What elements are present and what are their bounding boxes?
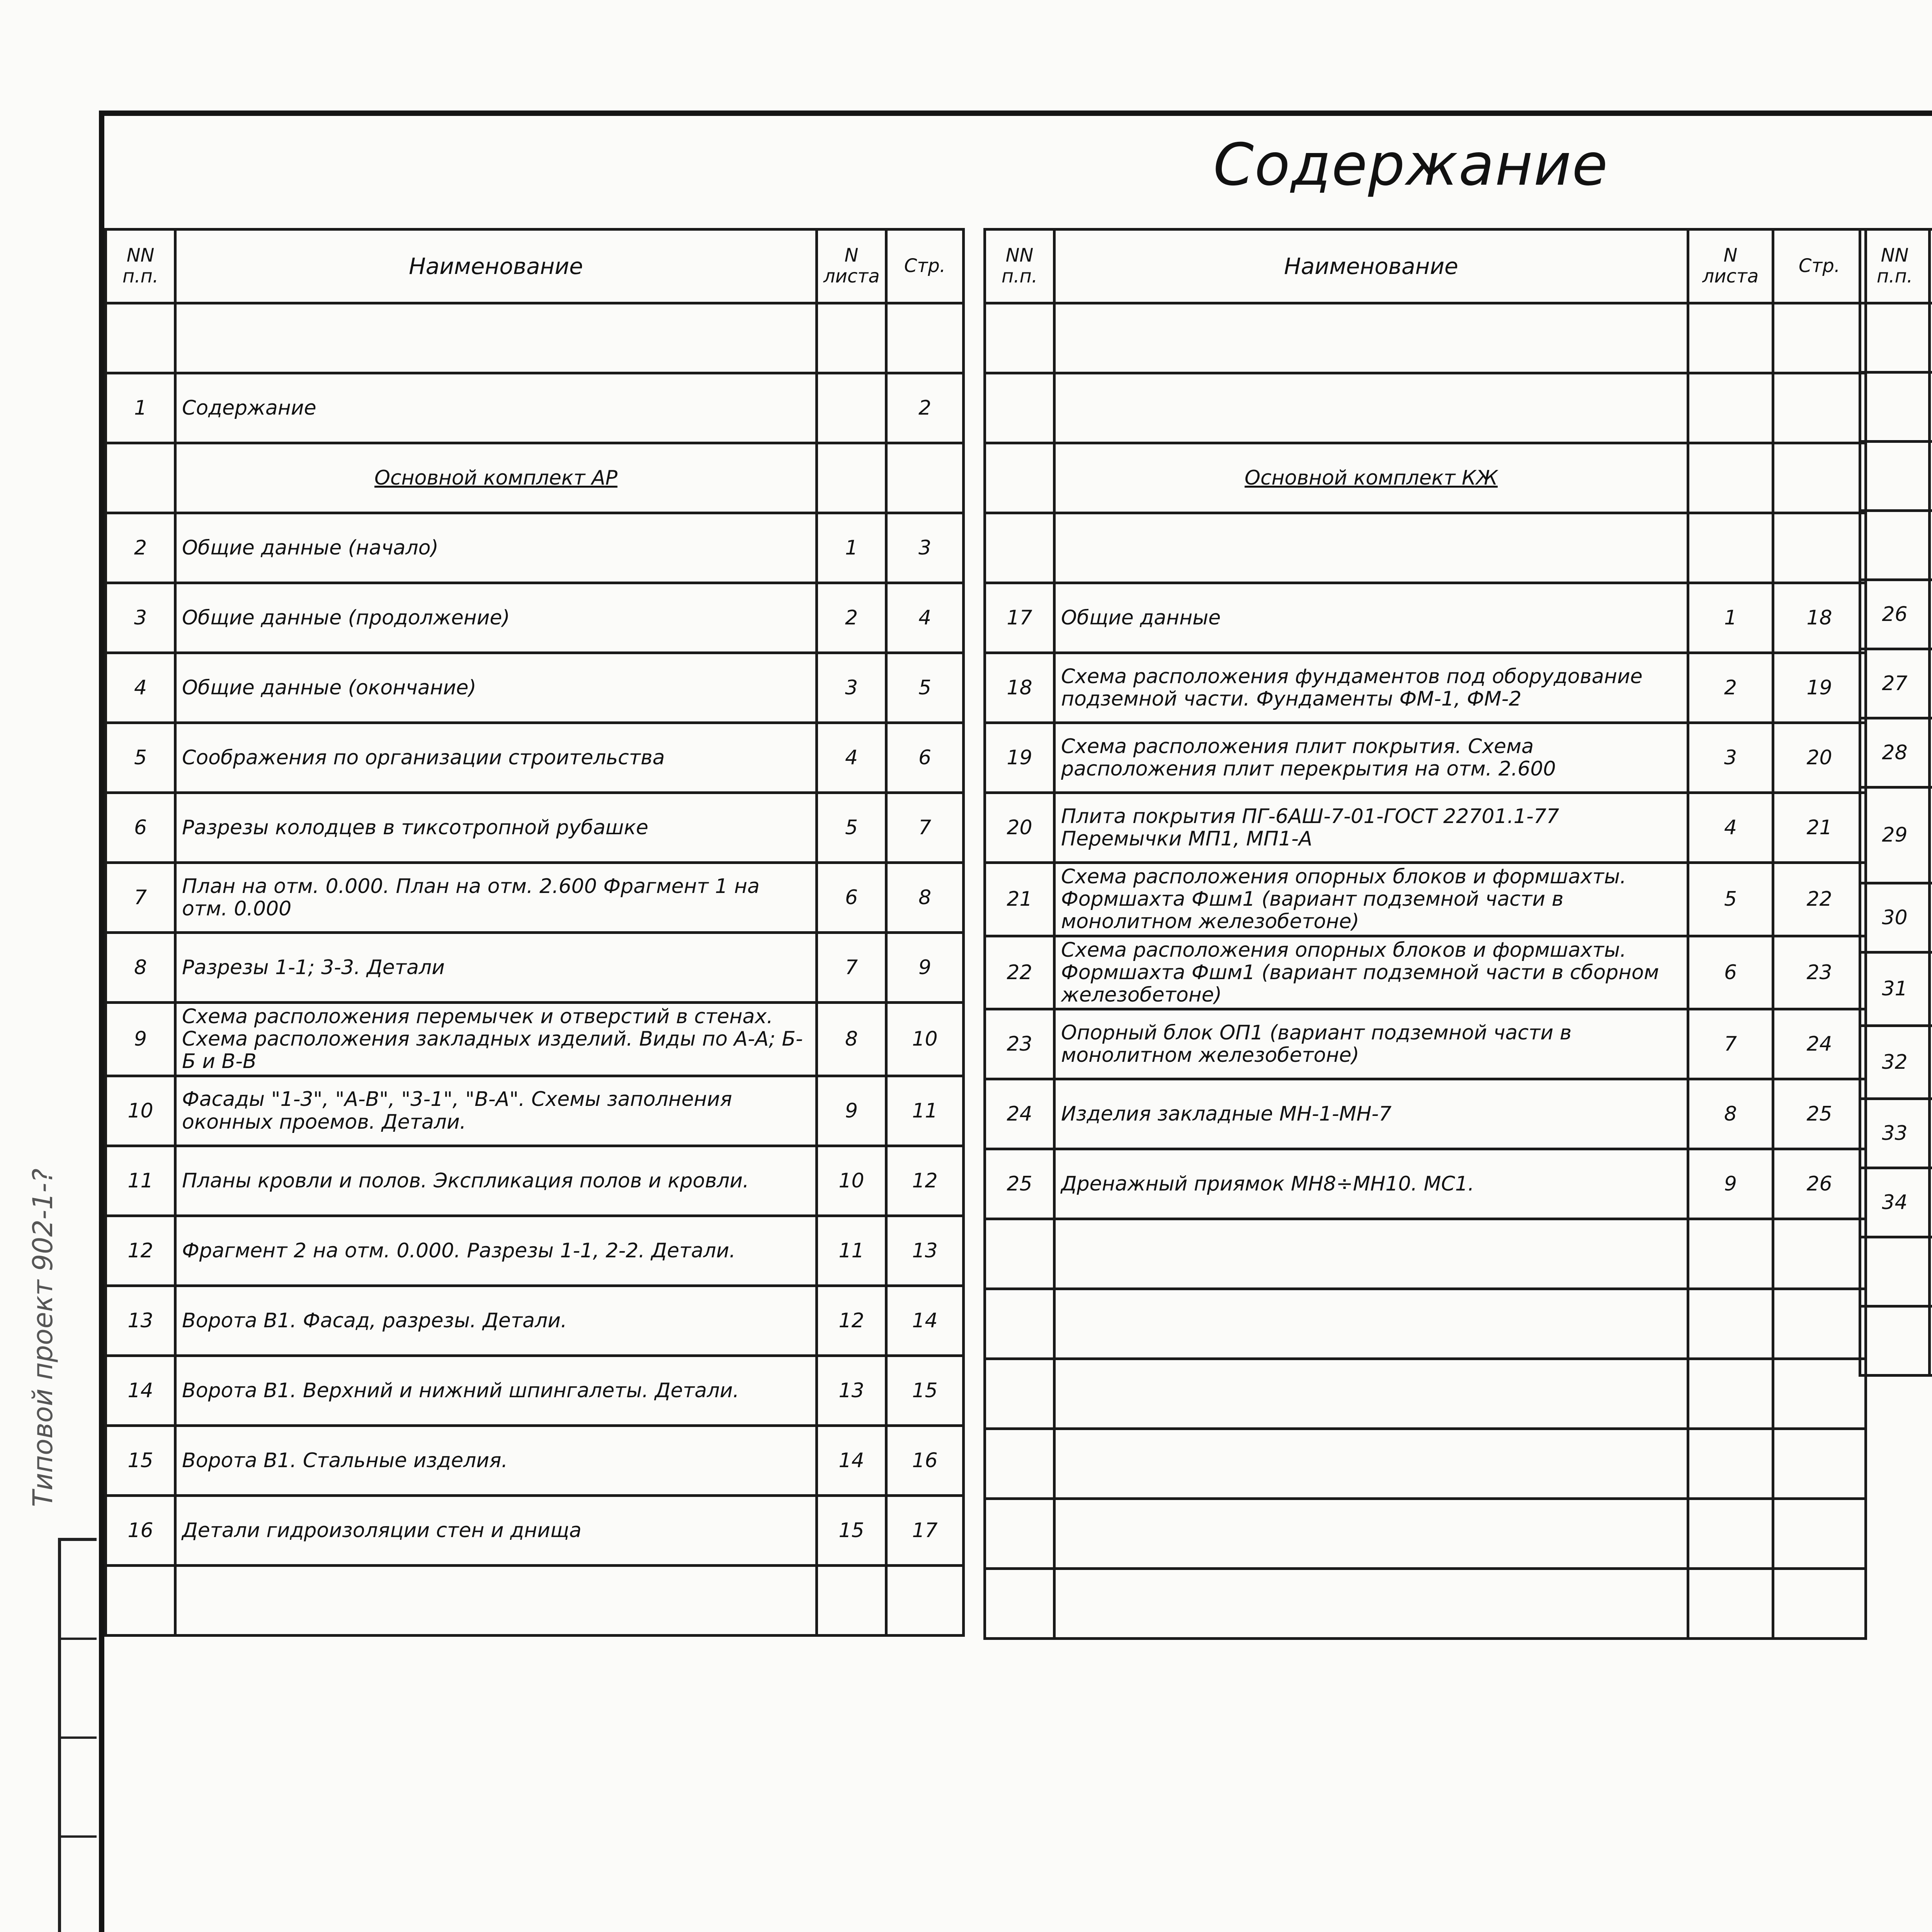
cell-sheet: 2	[817, 583, 886, 653]
header-page: Стр.	[1773, 230, 1866, 303]
cell-sheet	[1688, 373, 1773, 443]
cell-page: 22	[1773, 863, 1866, 936]
cell-sheet	[1688, 1499, 1773, 1569]
table-row	[985, 1429, 1866, 1499]
cell-name	[1054, 513, 1688, 583]
table-row	[985, 653, 1866, 723]
table-row	[1860, 303, 1932, 372]
cell-page	[886, 303, 964, 373]
cell-name: Схема расположения перемычек и отверстий в стенах. Схема расположения закладных изделий. Виды по А-А; Б-Б и В-В	[175, 1003, 817, 1076]
cell-name: Ворота В1. Стальные изделия.	[175, 1425, 817, 1495]
cell-page: 2	[886, 373, 964, 443]
toc-table-3	[1859, 228, 1932, 1377]
cell-num: 21	[985, 863, 1054, 936]
cell-sheet: 10	[817, 1146, 886, 1216]
cell-page: 4	[886, 583, 964, 653]
cell-num: 1	[106, 373, 175, 443]
header-num: NN п.п.	[106, 230, 175, 303]
cell-page: 13	[886, 1216, 964, 1286]
cell-page: 7	[886, 793, 964, 863]
cell-name: Соображения по организации строительства	[175, 723, 817, 793]
cell-num	[985, 1289, 1054, 1359]
cell-num: 18	[985, 653, 1054, 723]
cell-num: 11	[106, 1146, 175, 1216]
binding-stamp-box	[58, 1538, 97, 1932]
table-row	[985, 1569, 1866, 1639]
cell-sheet: 6	[1688, 936, 1773, 1009]
cell-num: 26	[1860, 580, 1930, 649]
cell-num: 7	[106, 863, 175, 933]
cell-page	[1773, 1569, 1866, 1639]
table-row	[1860, 1099, 1932, 1168]
table-row	[1860, 883, 1932, 952]
cell-num: 31	[1860, 952, 1930, 1026]
cell-num: 29	[1860, 787, 1930, 883]
cell-page: 6	[886, 723, 964, 793]
cell-page: 5	[886, 653, 964, 723]
cell-num: 20	[985, 793, 1054, 863]
cell-sheet	[1688, 1219, 1773, 1289]
cell-page	[1773, 373, 1866, 443]
header-page: Стр.	[886, 230, 964, 303]
cell-sheet: 1	[1688, 583, 1773, 653]
section-heading	[1930, 442, 1932, 511]
cell-sheet: 9	[1688, 1149, 1773, 1219]
cell-num	[985, 1219, 1054, 1289]
cell-name: Общие данные	[1054, 583, 1688, 653]
cell-name: Фасады "1-3", "А-В", "3-1", "В-А". Схемы заполнения оконных проемов. Детали.	[175, 1076, 817, 1146]
cell-num	[1860, 1237, 1930, 1306]
cell-sheet	[817, 1565, 886, 1635]
cell-name	[1930, 303, 1932, 372]
table-row	[106, 1146, 964, 1216]
cell-page: 9	[886, 933, 964, 1003]
cell-num: 16	[106, 1495, 175, 1565]
table-row	[1860, 1168, 1932, 1237]
cell-sheet: 11	[817, 1216, 886, 1286]
cell-sheet: 3	[817, 653, 886, 723]
cell-name	[1054, 373, 1688, 443]
cell-page: 23	[1773, 936, 1866, 1009]
cell-page: 16	[886, 1425, 964, 1495]
cell-name: Ворота В1. Фасад, разрезы. Детали.	[175, 1286, 817, 1355]
cell-name: Разрезы колодцев в тиксотропной рубашке	[175, 793, 817, 863]
cell-page: 26	[1773, 1149, 1866, 1219]
cell-page: 17	[886, 1495, 964, 1565]
cell-name	[1930, 1306, 1932, 1376]
table-row	[1860, 787, 1932, 883]
cell-name: Разрезы 1-1; 3-3. Детали	[175, 933, 817, 1003]
cell-num: 32	[1860, 1026, 1930, 1099]
cell-page: 25	[1773, 1079, 1866, 1149]
cell-name	[1930, 787, 1932, 883]
table-row	[1860, 372, 1932, 442]
table-row	[1860, 649, 1932, 718]
cell-sheet: 8	[1688, 1079, 1773, 1149]
cell-name: Схема расположения фундаментов под оборудование подземной части. Фундаменты ФМ-1, ФМ-2	[1054, 653, 1688, 723]
cell-sheet	[1688, 1359, 1773, 1429]
table-row	[106, 793, 964, 863]
cell-page: 14	[886, 1286, 964, 1355]
cell-page	[1773, 513, 1866, 583]
cell-sheet	[817, 373, 886, 443]
cell-sheet: 4	[1688, 793, 1773, 863]
table-row	[1860, 1237, 1932, 1306]
cell-num	[1860, 1306, 1930, 1376]
cell-name	[1930, 511, 1932, 580]
cell-sheet: 8	[817, 1003, 886, 1076]
cell-page: 15	[886, 1355, 964, 1425]
cell-sheet: 3	[1688, 723, 1773, 793]
cell-page	[1773, 1499, 1866, 1569]
cell-page: 10	[886, 1003, 964, 1076]
header-name: Наименование	[1054, 230, 1688, 303]
table-row	[985, 303, 1866, 373]
table-row	[1860, 580, 1932, 649]
cell-name: Общие данные (начало)	[175, 513, 817, 583]
toc-table-2	[983, 228, 1867, 1640]
table-row	[106, 1076, 964, 1146]
cell-num	[985, 303, 1054, 373]
cell-name: Опорный блок ОП1 (вариант подземной части в монолитном железобетоне)	[1054, 1009, 1688, 1079]
cell-num	[985, 513, 1054, 583]
cell-name: Плита покрытия ПГ-6АШ-7-01-ГОСТ 22701.1-77 Перемычки МП1, МП1-А	[1054, 793, 1688, 863]
table-row	[1860, 952, 1932, 1026]
table-row	[106, 723, 964, 793]
cell-page: 3	[886, 513, 964, 583]
cell-sheet: 5	[817, 793, 886, 863]
cell-sheet	[1688, 1429, 1773, 1499]
cell-page: 18	[1773, 583, 1866, 653]
cell-name: Схема расположения опорных блоков и формшахты. Формшахта Фшм1 (вариант подземной части в монолитном железобетоне)	[1054, 863, 1688, 936]
side-stamp-text: Типовой проект 902-1-?	[27, 1168, 59, 1507]
cell-page	[1773, 303, 1866, 373]
cell-name	[1054, 303, 1688, 373]
cell-num: 25	[985, 1149, 1054, 1219]
cell-num: 14	[106, 1355, 175, 1425]
cell-name	[1054, 1429, 1688, 1499]
cell-name	[1930, 580, 1932, 649]
cell-name	[175, 1565, 817, 1635]
cell-page	[1773, 1359, 1866, 1429]
table-row	[985, 1359, 1866, 1429]
cell-page: 21	[1773, 793, 1866, 863]
table-row	[1860, 1026, 1932, 1099]
cell-num: 30	[1860, 883, 1930, 952]
cell-name	[1930, 372, 1932, 442]
cell-num	[1860, 303, 1930, 372]
cell-num: 5	[106, 723, 175, 793]
header-sheet: N листа	[1688, 230, 1773, 303]
table-row	[985, 1149, 1866, 1219]
cell-page	[886, 1565, 964, 1635]
cell-name	[1930, 883, 1932, 952]
cell-page: 8	[886, 863, 964, 933]
header-num: NN п.п.	[985, 230, 1054, 303]
cell-name	[1054, 1289, 1688, 1359]
cell-name: Дренажный приямок МН8÷МН10. МС1.	[1054, 1149, 1688, 1219]
table-row	[106, 863, 964, 933]
cell-num	[1860, 372, 1930, 442]
cell-num	[985, 1569, 1054, 1639]
cell-name: Фрагмент 2 на отм. 0.000. Разрезы 1-1, 2-2. Детали.	[175, 1216, 817, 1286]
table-row	[106, 933, 964, 1003]
cell-page: 24	[1773, 1009, 1866, 1079]
cell-sheet	[1688, 513, 1773, 583]
cell-num	[985, 1499, 1054, 1569]
table-row	[985, 583, 1866, 653]
cell-page: 12	[886, 1146, 964, 1216]
cell-num: 13	[106, 1286, 175, 1355]
cell-name	[1054, 1569, 1688, 1639]
cell-sheet: 4	[817, 723, 886, 793]
cell-name: Содержание	[175, 373, 817, 443]
header-name: Наименование	[175, 230, 817, 303]
table-row	[106, 513, 964, 583]
cell-name: Схема расположения плит покрытия. Схема расположения плит перекрытия на отм. 2.600	[1054, 723, 1688, 793]
table-row	[985, 1289, 1866, 1359]
cell-sheet	[1688, 1289, 1773, 1359]
cell-num: 27	[1860, 649, 1930, 718]
table-row	[106, 373, 964, 443]
table-row	[106, 1495, 964, 1565]
table-row	[106, 1355, 964, 1425]
table-row	[106, 583, 964, 653]
cell-num	[106, 303, 175, 373]
cell-page: 11	[886, 1076, 964, 1146]
document-title: Содержание	[1213, 131, 1609, 199]
cell-sheet: 2	[1688, 653, 1773, 723]
table-row	[985, 723, 1866, 793]
table-row	[985, 1499, 1866, 1569]
cell-num: 23	[985, 1009, 1054, 1079]
table-row	[985, 373, 1866, 443]
table-row	[985, 1009, 1866, 1079]
cell-name	[175, 303, 817, 373]
table-row	[985, 1219, 1866, 1289]
cell-num: 28	[1860, 718, 1930, 787]
cell-page: 20	[1773, 723, 1866, 793]
cell-num: 2	[106, 513, 175, 583]
table-row	[985, 793, 1866, 863]
cell-sheet	[817, 303, 886, 373]
cell-num: 15	[106, 1425, 175, 1495]
table-row	[985, 936, 1866, 1009]
table-row	[106, 1286, 964, 1355]
cell-name: Схема расположения опорных блоков и формшахты. Формшахта Фшм1 (вариант подземной части в сборном железобетоне)	[1054, 936, 1688, 1009]
cell-sheet: 5	[1688, 863, 1773, 936]
table-row	[106, 303, 964, 373]
cell-num: 6	[106, 793, 175, 863]
cell-num	[985, 373, 1054, 443]
toc-table-1	[104, 228, 965, 1637]
table-row	[106, 653, 964, 723]
header-num: NN п.п.	[1860, 230, 1930, 303]
cell-num	[106, 1565, 175, 1635]
cell-num: 19	[985, 723, 1054, 793]
cell-sheet	[1688, 1569, 1773, 1639]
table-row	[106, 443, 964, 513]
cell-name: Изделия закладные МН-1-МН-7	[1054, 1079, 1688, 1149]
cell-name	[1930, 952, 1932, 1026]
table-row	[106, 1425, 964, 1495]
cell-num: 12	[106, 1216, 175, 1286]
cell-num: 9	[106, 1003, 175, 1076]
cell-num: 33	[1860, 1099, 1930, 1168]
cell-sheet: 7	[1688, 1009, 1773, 1079]
cell-page: 19	[1773, 653, 1866, 723]
table-row	[106, 1216, 964, 1286]
cell-name	[1930, 718, 1932, 787]
table-row	[985, 1079, 1866, 1149]
cell-num: 8	[106, 933, 175, 1003]
cell-sheet: 15	[817, 1495, 886, 1565]
cell-sheet: 9	[817, 1076, 886, 1146]
cell-name	[1930, 1026, 1932, 1099]
table-row	[1860, 511, 1932, 580]
cell-num: 17	[985, 583, 1054, 653]
cell-name: Детали гидроизоляции стен и днища	[175, 1495, 817, 1565]
cell-name: План на отм. 0.000. План на отм. 2.600 Фрагмент 1 на отм. 0.000	[175, 863, 817, 933]
cell-sheet: 12	[817, 1286, 886, 1355]
cell-name	[1930, 649, 1932, 718]
cell-name	[1930, 1168, 1932, 1237]
cell-sheet: 7	[817, 933, 886, 1003]
cell-name	[1930, 1099, 1932, 1168]
table-row	[106, 1565, 964, 1635]
cell-num	[1860, 511, 1930, 580]
header-name	[1930, 230, 1932, 303]
cell-page	[1773, 1289, 1866, 1359]
section-heading: Основной комплект КЖ	[1054, 443, 1688, 513]
cell-num	[985, 1359, 1054, 1429]
cell-name: Ворота В1. Верхний и нижний шпингалеты. Детали.	[175, 1355, 817, 1425]
table-row	[985, 443, 1866, 513]
cell-name	[1054, 1219, 1688, 1289]
cell-name: Планы кровли и полов. Экспликация полов и кровли.	[175, 1146, 817, 1216]
header-sheet: N листа	[817, 230, 886, 303]
table-row	[985, 863, 1866, 936]
table-row	[1860, 442, 1932, 511]
cell-page	[1773, 1429, 1866, 1499]
section-heading: Основной комплект АР	[175, 443, 817, 513]
cell-num: 22	[985, 936, 1054, 1009]
cell-num: 34	[1860, 1168, 1930, 1237]
cell-sheet: 6	[817, 863, 886, 933]
cell-name	[1054, 1359, 1688, 1429]
cell-sheet: 14	[817, 1425, 886, 1495]
cell-num: 24	[985, 1079, 1054, 1149]
table-row	[985, 513, 1866, 583]
cell-name: Общие данные (окончание)	[175, 653, 817, 723]
cell-num: 10	[106, 1076, 175, 1146]
cell-sheet: 1	[817, 513, 886, 583]
cell-num	[985, 1429, 1054, 1499]
cell-sheet: 13	[817, 1355, 886, 1425]
cell-name: Общие данные (продолжение)	[175, 583, 817, 653]
cell-name	[1930, 1237, 1932, 1306]
cell-name	[1054, 1499, 1688, 1569]
table-row	[1860, 718, 1932, 787]
cell-page	[1773, 1219, 1866, 1289]
cell-num: 4	[106, 653, 175, 723]
cell-num: 3	[106, 583, 175, 653]
table-row	[106, 1003, 964, 1076]
table-row	[1860, 1306, 1932, 1376]
cell-sheet	[1688, 303, 1773, 373]
